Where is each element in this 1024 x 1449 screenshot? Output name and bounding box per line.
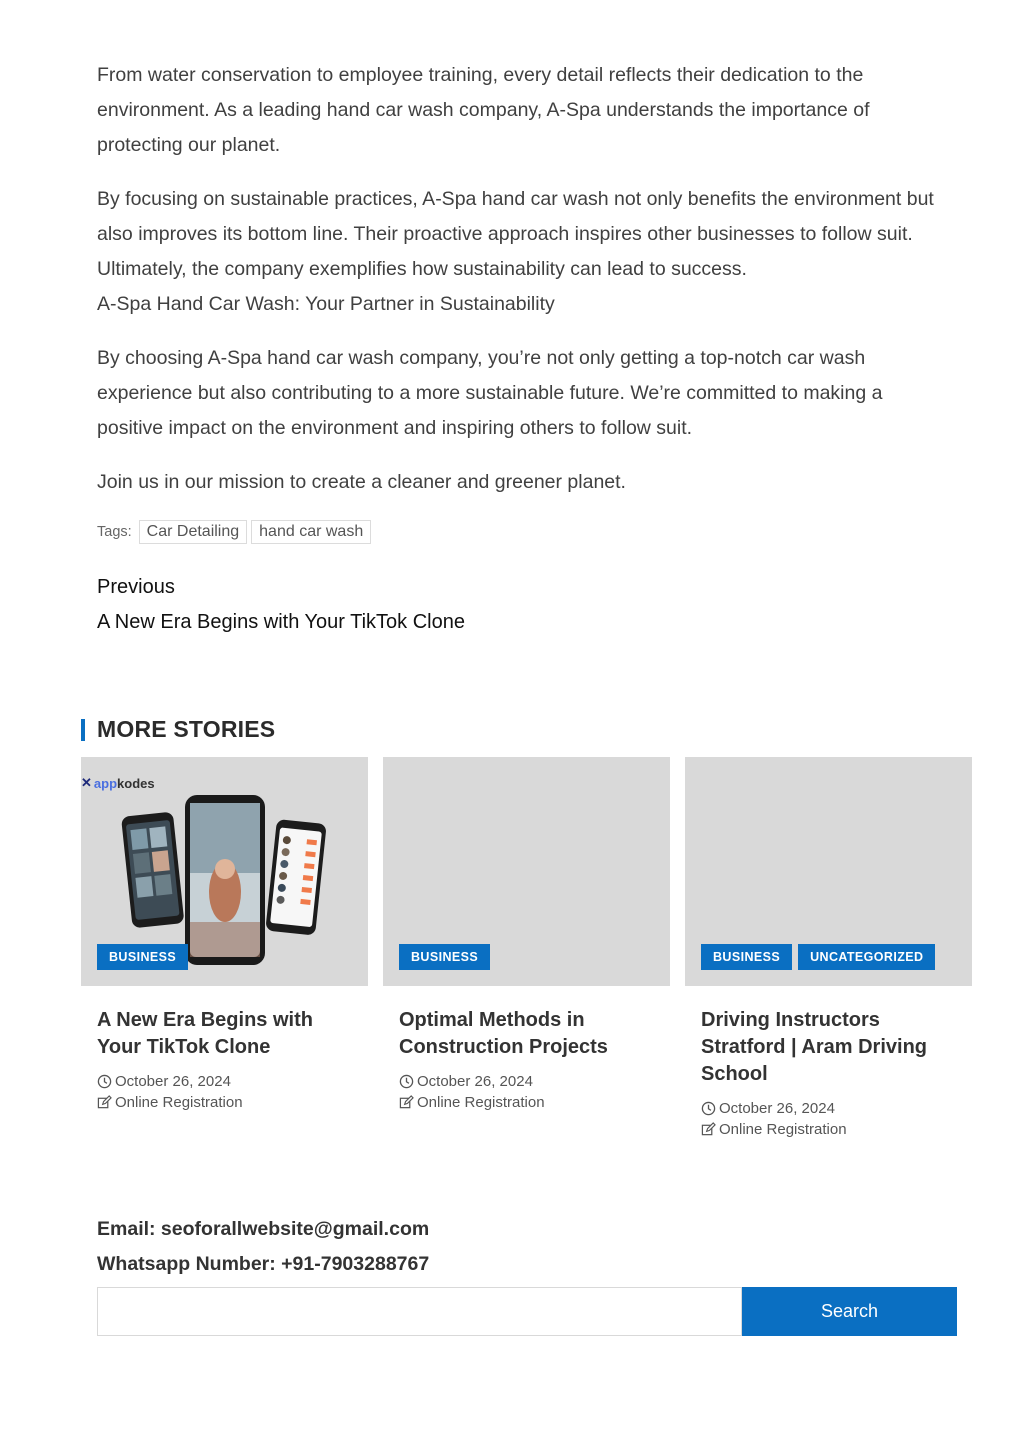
story-meta: [399, 1071, 654, 1113]
edit-icon: [97, 1095, 112, 1110]
logo-mark-icon: ✕: [81, 775, 92, 790]
story-title[interactable]: A New Era Begins with Your TikTok Clone: [97, 1009, 313, 1058]
story-card: [383, 757, 670, 1113]
edit-icon: [399, 1095, 414, 1110]
tags-label: Tags:: [97, 524, 132, 540]
story-author-row: [399, 1092, 654, 1113]
story-author-row: [701, 1119, 956, 1140]
clock-icon: [399, 1074, 414, 1089]
clock-icon: [701, 1101, 716, 1116]
story-date: October 26, 2024: [417, 1073, 533, 1090]
contact-whatsapp: Whatsapp Number: +91-7903288767: [97, 1253, 430, 1275]
story-categories: [97, 944, 188, 970]
article-paragraph: By choosing A-Spa hand car wash company, you’re not only getting a top-notch car wash experience but also contributing to a more sustainable future. We’re committed to making a positive impact on the environment and inspiring others to follow suit.: [97, 347, 883, 439]
story-date: October 26, 2024: [719, 1100, 835, 1117]
tags-list: [97, 520, 371, 544]
search-form: [97, 1287, 957, 1336]
category-badge-business[interactable]: BUSINESS: [97, 944, 188, 970]
post-navigation: [97, 570, 465, 640]
previous-label: Previous: [97, 576, 175, 598]
story-author-row: [97, 1092, 352, 1113]
category-badge-business[interactable]: BUSINESS: [399, 944, 490, 970]
article-subheading: A-Spa Hand Car Wash: Your Partner in Sustainability: [97, 293, 555, 315]
heading-accent-bar: [81, 719, 85, 741]
contact-email: Email: seoforallwebsite@gmail.com: [97, 1218, 430, 1240]
article-paragraph: By focusing on sustainable practices, A-Spa hand car wash not only benefits the environment but also improves its bottom line. Their proactive approach inspires other businesses to follow suit. Ultimately, the company exemplifies how sustainability can lead to success.: [97, 188, 934, 280]
story-categories: [399, 944, 490, 970]
edit-icon: [701, 1122, 716, 1137]
more-stories-heading: [81, 716, 275, 743]
story-date-row: [97, 1071, 352, 1092]
tag-car-detailing[interactable]: Car Detailing: [139, 520, 247, 544]
story-card: [685, 757, 972, 1140]
story-card: [81, 757, 368, 1113]
more-stories-grid: [81, 757, 972, 1157]
logo-text: appkodes: [93, 775, 155, 791]
story-title[interactable]: Optimal Methods in Construction Projects: [399, 1009, 608, 1058]
search-button[interactable]: Search: [742, 1287, 957, 1336]
article-paragraph: From water conservation to employee training, every detail reflects their dedication to the environment. As a leading hand car wash company, A-Spa understands the importance of protecting our planet.: [97, 64, 870, 156]
story-date: October 26, 2024: [115, 1073, 231, 1090]
article-body: [97, 58, 947, 519]
story-author[interactable]: Online Registration: [115, 1094, 243, 1111]
clock-icon: [97, 1074, 112, 1089]
more-stories-title: MORE STORIES: [97, 716, 276, 742]
story-date-row: [701, 1098, 956, 1119]
story-meta: [701, 1098, 956, 1140]
story-thumbnail[interactable]: [81, 757, 368, 986]
search-input[interactable]: [97, 1287, 742, 1336]
story-meta: [97, 1071, 352, 1113]
story-categories: [701, 944, 935, 970]
story-date-row: [399, 1071, 654, 1092]
story-thumbnail[interactable]: [383, 757, 670, 986]
story-author[interactable]: Online Registration: [417, 1094, 545, 1111]
article-paragraph: Join us in our mission to create a cleaner and greener planet.: [97, 471, 626, 493]
story-title[interactable]: Driving Instructors Stratford | Aram Driving School: [701, 1009, 927, 1085]
tag-hand-car-wash[interactable]: hand car wash: [251, 520, 371, 544]
story-thumbnail[interactable]: [685, 757, 972, 986]
story-author[interactable]: Online Registration: [719, 1121, 847, 1138]
contact-info: [97, 1212, 429, 1282]
category-badge-uncategorized[interactable]: UNCATEGORIZED: [798, 944, 935, 970]
previous-post-link[interactable]: A New Era Begins with Your TikTok Clone: [97, 611, 465, 633]
category-badge-business[interactable]: BUSINESS: [701, 944, 792, 970]
